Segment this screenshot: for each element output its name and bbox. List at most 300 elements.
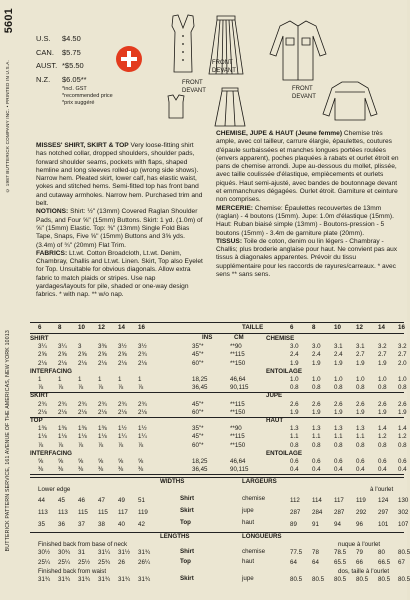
yardage-cm: 0.8 <box>378 441 387 449</box>
length-in: 26 <box>118 558 125 566</box>
front-label-1: FRONT <box>182 80 203 86</box>
english-description <box>36 142 204 318</box>
width-in: 51 <box>138 496 145 504</box>
length-cm: 64 <box>290 558 297 566</box>
yardage-in: 2¾ <box>118 400 127 408</box>
section-label: INTERFACING <box>30 367 72 375</box>
length-in: 25½ <box>78 558 91 566</box>
yardage-cm: 1.0 <box>398 376 407 383</box>
section-label: TOP <box>30 417 43 424</box>
yardage-cm: 1.3 <box>290 425 299 433</box>
fabric-width-in: 18,25 <box>192 376 208 383</box>
yardage-in: 2⅛ <box>98 408 107 416</box>
yardage-cm: 1.3 <box>312 425 321 433</box>
yardage-in: 2¾ <box>98 400 107 408</box>
size-header: 6 <box>38 324 42 331</box>
length-in: 31½ <box>118 548 131 556</box>
yardage-in: ⅞ <box>38 441 44 449</box>
fabric-width-cm: 46,64 <box>230 376 246 383</box>
notions-text: Shirt: ½" (13mm) Covered Raglan Shoulder Pads, and Four ⅝" (15mm) Buttons. Skirt: 1 yd. (1.0m) of ⅝" (15mm) Elastic. Top: ⅜" (13mm) Single Fold Bias Tape, Snaps, Five ⅝" (15mm) Buttons and 3⅝ yds. (3.4m) of ¾" (20mm) Flat Trim. <box>36 208 203 249</box>
yardage-cm: 0.4 <box>378 466 387 474</box>
yardage-cm: 0.4 <box>334 466 343 474</box>
yardage-cm: 1.4 <box>378 425 387 433</box>
width-in: 47 <box>98 496 105 504</box>
length-cm: 80.5 <box>398 548 410 556</box>
length-cm: 66.5 <box>378 558 391 566</box>
yardage-cm: 1.2 <box>378 433 387 441</box>
yardage-in: ⅞ <box>98 384 104 392</box>
length-item-fr: chemise <box>242 547 266 555</box>
fabric-width-cm: **90 <box>230 343 242 351</box>
yardage-in: 3 <box>78 343 82 351</box>
yardage-cm: 1.0 <box>356 376 365 383</box>
yardage-cm: 2.7 <box>356 351 365 359</box>
yardage-in: 2¾ <box>138 351 147 359</box>
yardage-cm: 1.3 <box>356 425 365 433</box>
yardage-in: ⅝ <box>138 458 144 465</box>
width-in: 45 <box>58 496 65 504</box>
yardage-cm: 0.8 <box>290 441 299 449</box>
length-cm: 80.5 <box>312 575 325 583</box>
width-in: 115 <box>78 508 88 516</box>
yardage-cm: 1.9 <box>290 408 299 416</box>
description-title: CHEMISE, JUPE & HAUT (Jeune femme) <box>216 130 343 137</box>
yardage-in: 1⅜ <box>58 425 67 433</box>
yardage-in: 1⅛ <box>98 433 107 441</box>
shirt-front-sketch <box>268 18 328 84</box>
price-country: AUST. <box>36 61 58 70</box>
width-item: Top <box>180 518 191 526</box>
yardage-cm: 1.9 <box>356 359 365 367</box>
devant-label-3: DEVANT <box>292 94 316 100</box>
length-cm: 78 <box>312 548 319 556</box>
fabrics-label: FABRICS: <box>36 249 68 257</box>
width-in: 117 <box>118 508 128 516</box>
length-cm: 80.5 <box>398 575 410 583</box>
length-in: 31¾ <box>78 575 91 583</box>
yardage-cm: 2.7 <box>398 351 407 359</box>
yardage-in: 3¼ <box>58 343 67 351</box>
yardage-cm: 3.0 <box>312 343 321 351</box>
yardage-in: 1½ <box>138 425 147 433</box>
yardage-cm: 0.8 <box>398 384 407 392</box>
width-in: 44 <box>38 496 45 504</box>
yardage-cm: 0.4 <box>312 466 321 474</box>
length-note: Finished back from waist <box>38 567 107 575</box>
widths-header: WIDTHS <box>160 478 185 486</box>
yardage-in: ⅜ <box>118 466 124 474</box>
yardage-in: 2⅛ <box>78 408 87 416</box>
width-cm: 94 <box>334 520 341 528</box>
length-note-fr: dos, taille à l'ourlet <box>338 567 390 575</box>
yardage-in: 2⅛ <box>118 359 127 367</box>
yardage-in: 1 <box>98 376 102 383</box>
length-in: 25¾ <box>98 558 111 566</box>
width-cm: 117 <box>334 496 344 504</box>
price-amount: $4.50 <box>62 34 81 43</box>
length-item: Skirt <box>180 574 194 582</box>
yardage-in: 1 <box>58 376 62 383</box>
size-header: 16 <box>398 324 405 331</box>
yardage-in: 2⅝ <box>78 351 87 359</box>
yardage-in: ⅜ <box>38 466 44 474</box>
fabrics-text: Lt.wt. Cotton Broadcloth, Lt.wt. Denim, Chambray, Challis and Lt.wt. Linen. Skirt, Top also Eyelet for Top. Unsuitable for obvious diagonals. Allow extra fabric to match plaids or stripes. Use nap yardages/layouts for pile, shaded or one-way design fabrics. * with nap. ** w/o nap. <box>36 249 203 299</box>
yardage-cm: 2.6 <box>290 400 299 408</box>
yardage-in: 1¼ <box>118 433 127 441</box>
fabric-width-in: 18,25 <box>192 458 208 465</box>
yardage-cm: 2.0 <box>398 359 407 367</box>
price-amount: $6.05** <box>62 74 87 84</box>
yardage-cm: 1.0 <box>378 376 387 383</box>
length-cm: 67 <box>398 558 405 566</box>
price-note: *recommended price <box>62 93 113 99</box>
price-list <box>36 32 113 107</box>
yardage-table <box>30 322 410 598</box>
price-country: CAN. <box>36 47 54 57</box>
top-front-sketch <box>165 94 187 120</box>
yardage-cm: 1.1 <box>356 433 365 441</box>
length-in: 31¼ <box>98 548 111 556</box>
devant-label-2: DEVANT <box>212 68 236 74</box>
notions-text: Chemise: Épaulettes recouvertes de 13mm (raglan) - 4 boutons (15mm). Jupe: 1.0m d'élastique (15mm). Haut: Ruban biaisé simple (13mm) - Boutons-pression - 5 boutons (15mm) - 3.4m de garniture plate (20mm). <box>216 204 394 237</box>
width-in: 113 <box>38 508 48 516</box>
yardage-cm: 1.9 <box>334 408 343 416</box>
width-item-fr: haut <box>242 518 255 526</box>
width-in: 49 <box>118 496 125 504</box>
size-header: 8 <box>58 324 62 331</box>
yardage-in: 2¾ <box>58 400 67 408</box>
yardage-cm: 3.2 <box>378 343 387 351</box>
yardage-in: 3½ <box>118 343 127 351</box>
yardage-in: ⅝ <box>98 458 104 465</box>
yardage-in: ⅞ <box>58 441 64 449</box>
fabric-width-in: 60"* <box>192 441 204 449</box>
width-in: 119 <box>138 508 148 516</box>
width-in: 37 <box>78 520 85 528</box>
pattern-number: 5601 <box>3 8 15 34</box>
width-cm: 130 <box>398 496 409 504</box>
yardage-in: 1⅜ <box>38 425 47 433</box>
yardage-cm: 1.9 <box>356 408 365 416</box>
fabric-width-cm: 90,115 <box>230 384 249 392</box>
table-divider <box>30 474 404 475</box>
fabric-width-in: 45"* <box>192 433 204 441</box>
table-divider <box>30 417 404 418</box>
longueurs-header: LONGUEURS <box>242 532 282 540</box>
yardage-cm: 0.6 <box>290 458 299 465</box>
width-cm: 287 <box>290 508 301 516</box>
yardage-in: ⅞ <box>118 384 124 392</box>
width-cm: 112 <box>290 496 300 504</box>
table-divider <box>30 392 404 393</box>
yardage-in: 1⅜ <box>78 425 87 433</box>
yardage-cm: 1.9 <box>398 408 407 416</box>
yardage-cm: 3.2 <box>398 343 407 351</box>
price-note: *incl. GST <box>62 86 87 92</box>
yardage-in: ⅜ <box>58 466 64 474</box>
description-body: Chemise très ample, avec col tailleur, carrure élargie, épaulettes, coutures d'épaule surbaissées et manches longues portées roulées (envers apparent), poches plaquées à rabats et ourlet étroit en pans de chemise arrondi. Jupe au-dessous du mollet, plissée, avec taille coulissée d'élastique, empiècements et ourlets piqués. Haut semi-ajusté, avec bandes de boutonnage devant et emmanchures dégagées. Ourlet étroit. Garniture et ceinture non comprises. <box>216 130 399 204</box>
cm-header: CM <box>234 334 244 341</box>
yardage-in: 2⅛ <box>98 359 107 367</box>
yardage-cm: 1.1 <box>312 433 321 441</box>
fabric-width-in: 60"* <box>192 408 204 416</box>
size-header: 12 <box>356 324 363 331</box>
yardage-cm: 2.4 <box>334 351 343 359</box>
table-divider <box>30 532 404 533</box>
yardage-in: ⅞ <box>78 384 84 392</box>
yardage-cm: 0.8 <box>356 441 365 449</box>
yardage-cm: 0.6 <box>356 458 365 465</box>
red-cross-icon <box>116 46 142 72</box>
yardage-in: 2¾ <box>38 400 47 408</box>
price-amount: *$5.50 <box>62 61 84 70</box>
width-in: 40 <box>118 520 125 528</box>
yardage-in: ⅝ <box>78 458 84 465</box>
lengths-header: LENGTHS <box>160 532 190 540</box>
fabric-width-in: 45"* <box>192 351 204 359</box>
yardage-in: 1 <box>38 376 42 383</box>
yardage-in: 1⅜ <box>98 425 107 433</box>
length-cm: 64 <box>312 558 319 566</box>
yardage-in: ⅜ <box>98 466 104 474</box>
yardage-cm: 3.1 <box>356 343 365 351</box>
yardage-cm: 0.8 <box>398 441 407 449</box>
yardage-in: ⅞ <box>58 384 64 392</box>
size-header: 10 <box>334 324 341 331</box>
width-cm: 297 <box>378 508 389 516</box>
yardage-cm: 0.8 <box>312 441 321 449</box>
yardage-cm: 1.0 <box>334 376 343 383</box>
yardage-in: 2¾ <box>138 400 147 408</box>
width-in: 42 <box>138 520 145 528</box>
yardage-cm: 1.9 <box>378 408 387 416</box>
yardage-cm: 3.0 <box>290 343 299 351</box>
length-note: Finished back from base of neck <box>38 540 128 548</box>
length-in: 31¾ <box>38 575 51 583</box>
front-label-3: FRONT <box>292 86 313 92</box>
yardage-cm: 1.4 <box>398 425 407 433</box>
section-label: SHIRT <box>30 335 49 342</box>
size-header: 12 <box>98 324 105 331</box>
section-label: SKIRT <box>30 392 49 400</box>
yardage-cm: 0.4 <box>398 466 407 474</box>
length-cm: 80 <box>378 548 385 556</box>
length-in: 25¼ <box>38 558 51 566</box>
yardage-cm: 0.6 <box>334 458 343 465</box>
yardage-cm: 3.1 <box>334 343 343 351</box>
width-cm: 287 <box>334 508 345 516</box>
yardage-cm: 0.8 <box>312 384 321 392</box>
fabrics-label: TISSUS: <box>216 237 243 245</box>
yardage-cm: 0.8 <box>290 384 299 392</box>
width-cm: 101 <box>378 520 389 528</box>
yardage-in: ⅝ <box>38 458 44 465</box>
yardage-cm: 0.6 <box>312 458 321 465</box>
length-cm: 80.5 <box>334 575 347 583</box>
yardage-cm: 0.4 <box>290 466 299 474</box>
length-cm: 80.5 <box>356 575 369 583</box>
section-label-fr: CHEMISE <box>266 335 295 342</box>
yardage-in: 2⅛ <box>138 408 147 416</box>
front-label-2: FRONT <box>212 60 233 66</box>
yardage-in: 2⅛ <box>58 408 67 416</box>
lower-edge-fr: à l'ourlet <box>370 486 394 494</box>
section-label-fr: JUPE <box>266 392 283 400</box>
length-in: 26¼ <box>138 558 151 566</box>
fabric-width-cm: **150 <box>230 408 246 416</box>
yardage-cm: 2.4 <box>312 351 321 359</box>
yardage-in: ⅞ <box>118 441 124 449</box>
width-cm: 284 <box>312 508 323 516</box>
skirt-back-sketch <box>212 86 248 130</box>
width-cm: 91 <box>312 520 319 528</box>
section-label-fr: HAUT <box>266 417 284 424</box>
yardage-cm: 0.6 <box>398 458 407 465</box>
width-cm: 124 <box>378 496 389 504</box>
price-country: U.S. <box>36 34 51 43</box>
fabric-width-cm: 46,64 <box>230 458 246 465</box>
shirt-back-sketch <box>322 80 378 122</box>
width-cm: 302 <box>398 508 409 516</box>
length-in: 31¾ <box>118 575 131 583</box>
fabric-width-cm: **150 <box>230 359 246 367</box>
fabric-width-in: 35"* <box>192 343 204 351</box>
length-cm: 66 <box>356 558 363 566</box>
length-cm: 65.5 <box>334 558 347 566</box>
fabric-width-cm: **150 <box>230 441 246 449</box>
yardage-cm: 1.9 <box>312 408 321 416</box>
width-in: 38 <box>98 520 105 528</box>
yardage-in: ⅞ <box>98 441 104 449</box>
yardage-in: 1 <box>78 376 82 383</box>
yardage-in: ⅝ <box>58 458 64 465</box>
yardage-in: ⅞ <box>78 441 84 449</box>
yardage-cm: 1.1 <box>290 433 299 441</box>
yardage-cm: 0.8 <box>378 384 387 392</box>
width-item: Shirt <box>180 494 195 502</box>
yardage-cm: 2.6 <box>312 400 321 408</box>
price-amount: $5.75 <box>62 47 81 57</box>
length-item-fr: haut <box>242 557 255 565</box>
yardage-cm: 2.6 <box>356 400 365 408</box>
table-divider <box>30 477 404 478</box>
yardage-in: 2⅝ <box>38 351 47 359</box>
yardage-cm: 1.1 <box>334 433 343 441</box>
section-label-fr: ENTOILAGE <box>266 367 302 375</box>
width-cm: 107 <box>398 520 409 528</box>
fabric-width-cm: **115 <box>230 433 245 441</box>
publisher-address: BUTTERICK PATTERN SERVICE, 161 AVENUE OF THE AMERICAS, NEW YORK 10013 <box>5 330 11 552</box>
length-in: 30½ <box>38 548 51 556</box>
price-note: *prix suggéré <box>62 100 95 106</box>
notions-label: NOTIONS: <box>36 208 69 216</box>
yardage-cm: 1.9 <box>334 359 343 367</box>
length-cm: 79 <box>356 548 363 556</box>
length-in: 31¾ <box>138 548 151 556</box>
yardage-in: 2⅛ <box>38 408 47 416</box>
length-in: 31 <box>78 548 85 556</box>
yardage-in: 2⅛ <box>78 359 87 367</box>
fabrics-text: Toile de coton, denim ou lin légers - Chambray - Challis; plus broderie anglaise pour haut. Ne convient pas aux tissus à diagonales apparentes. Prévoir du tissu supplémentaire pour les raccords de rayures/carreaux. * avec sens ** sans sens. <box>216 237 398 279</box>
lower-edge-label: Lower edge <box>38 486 71 494</box>
fabric-width-cm: **115 <box>230 400 245 408</box>
width-cm: 292 <box>356 508 367 516</box>
yardage-in: 3⅜ <box>98 343 107 351</box>
yardage-cm: 1.9 <box>290 359 299 367</box>
fabric-width-in: 36,45 <box>192 384 208 392</box>
yardage-in: ⅞ <box>138 384 144 392</box>
length-item-fr: jupe <box>242 574 254 582</box>
copyright-notice: © 1987 BUTTERICK COMPANY INC. • PRINTED IN U.S.A. <box>5 60 10 193</box>
table-divider <box>30 333 404 334</box>
width-item-fr: chemise <box>242 494 266 502</box>
yardage-cm: 1.0 <box>312 376 321 383</box>
french-description <box>216 130 402 320</box>
yardage-in: 1⅛ <box>38 433 47 441</box>
fabric-width-cm: 90,115 <box>230 466 249 474</box>
yardage-in: 2⅝ <box>98 351 107 359</box>
length-in: 31¾ <box>138 575 151 583</box>
length-in: 31¾ <box>98 575 111 583</box>
length-in: 30¾ <box>58 548 71 556</box>
section-label-fr: ENTOILAGE <box>266 449 302 457</box>
width-in: 46 <box>78 496 85 504</box>
yardage-cm: 1.9 <box>378 359 387 367</box>
width-in: 36 <box>58 520 65 528</box>
yardage-in: 2⅝ <box>58 351 67 359</box>
yardage-in: 2⅛ <box>138 359 147 367</box>
yardage-cm: 2.4 <box>290 351 299 359</box>
size-header: 14 <box>118 324 125 331</box>
fabric-width-in: 36,45 <box>192 466 208 474</box>
fabric-width-in: 35"* <box>192 425 204 433</box>
width-cm: 119 <box>356 496 366 504</box>
width-item: Skirt <box>180 506 194 514</box>
yardage-in: ⅞ <box>138 441 144 449</box>
width-in: 113 <box>58 508 68 516</box>
yardage-cm: 2.6 <box>398 400 407 408</box>
yardage-cm: 0.8 <box>334 384 343 392</box>
yardage-in: ⅝ <box>118 458 124 465</box>
width-cm: 114 <box>312 496 322 504</box>
size-header: 14 <box>378 324 385 331</box>
yardage-in: 2⅛ <box>58 359 67 367</box>
fabric-width-in: 60"* <box>192 359 204 367</box>
yardage-in: 2¾ <box>78 400 87 408</box>
table-divider <box>30 322 404 323</box>
length-cm: 77.5 <box>290 548 303 556</box>
yardage-in: ⅜ <box>138 466 144 474</box>
yardage-cm: 1.9 <box>312 359 321 367</box>
size-header: 16 <box>138 324 145 331</box>
yardage-in: 2⅛ <box>38 359 47 367</box>
notions-label: MERCERIE: <box>216 204 253 212</box>
size-header: 10 <box>78 324 85 331</box>
yardage-in: 3½ <box>138 343 147 351</box>
fabric-width-cm: **90 <box>230 425 242 433</box>
section-label: INTERFACING <box>30 449 72 457</box>
width-cm: 96 <box>356 520 363 528</box>
yardage-in: 1¼ <box>138 433 147 441</box>
yardage-in: 1⅛ <box>78 433 87 441</box>
largeurs-header: LARGEURS <box>242 478 277 486</box>
taille-header: TAILLE <box>242 324 264 331</box>
yardage-in: 1⅛ <box>58 433 67 441</box>
length-cm: 80.5 <box>290 575 303 583</box>
yardage-in: ⅞ <box>38 384 44 392</box>
width-cm: 89 <box>290 520 297 528</box>
vest-front-sketch <box>168 14 198 76</box>
